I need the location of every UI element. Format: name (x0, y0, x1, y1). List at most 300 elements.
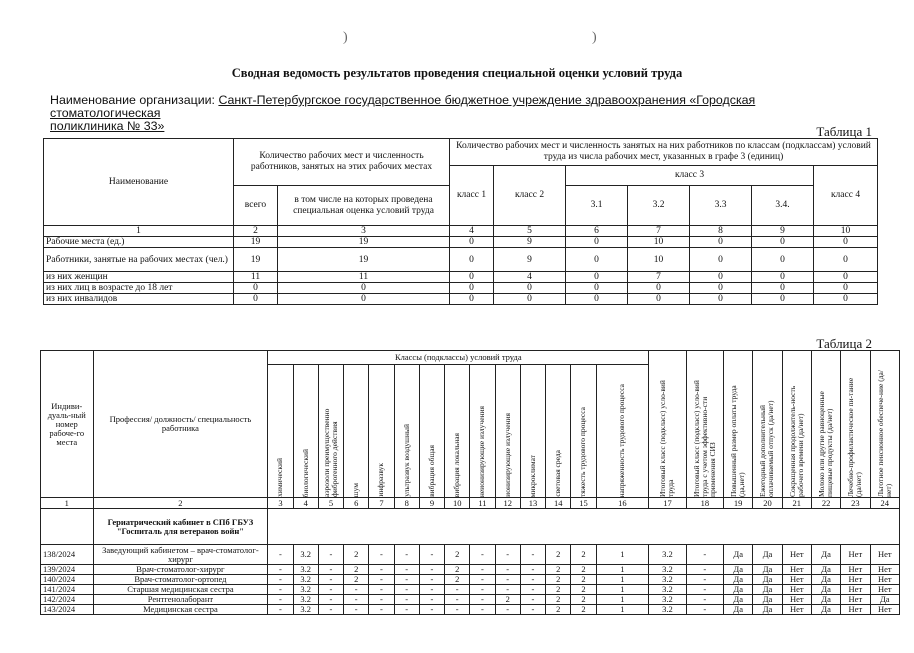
t2-factor-label: Итоговый класс (подкласс) усло-вий труда с учетом эффективно-сти применения СИЗ (691, 380, 717, 497)
t2-cell: Да (753, 585, 782, 595)
t1-cell: 0 (752, 248, 814, 272)
t2-cell: Нет (841, 585, 870, 595)
t2-section-title: Гериатрический кабинет в СПб ГБУЗ "Госпиталь для ветеранов войн" (93, 509, 268, 545)
t2-row-profession: Заведующий кабинетом – врач-стоматолог-хирург (93, 545, 268, 565)
t1-row-name: Работники, занятые на рабочих местах (чел.) (44, 248, 234, 272)
t2-cell: Да (811, 575, 840, 585)
t2-col-number: 9 (419, 498, 444, 509)
t2-cell: 3.2 (293, 575, 318, 585)
t2-factor-label: Сокращенная продолжитель-ность рабочего времени (да/нет) (787, 385, 805, 497)
t2-factor-label: Итоговый класс (подкласс) усло-вий труда (658, 380, 676, 497)
t2-cell: 3.2 (649, 575, 686, 585)
t2-cell: - (445, 605, 470, 615)
t1-cell: 0 (450, 294, 494, 305)
t1-col-number: 6 (566, 226, 628, 237)
t1-col-number: 1 (44, 226, 234, 237)
t1-cell: 10 (628, 248, 690, 272)
t2-factor-header (445, 365, 470, 498)
t2-cell: - (318, 565, 343, 575)
t1-header-class1: класс 1 (450, 166, 494, 226)
t2-factor-label: тяжесть трудового процесса (578, 407, 588, 497)
t2-factor-header (419, 365, 444, 498)
t2-cell: - (394, 595, 419, 605)
table-row (44, 272, 878, 283)
t2-cell: 2 (495, 595, 520, 605)
t2-row-id: 142/2024 (41, 595, 94, 605)
table-row (44, 294, 878, 305)
t2-cell: 1 (596, 585, 649, 595)
t2-row-profession: Рентгенолаборант (93, 595, 268, 605)
t2-header-profession: Профессия/ должность/ специальность работника (93, 351, 268, 498)
t2-cell: - (369, 585, 394, 595)
t2-cell: - (268, 545, 293, 565)
t2-cell: - (470, 575, 495, 585)
t2-factor-label: ионизирующие излучения (502, 413, 512, 497)
t2-cell: 3.2 (293, 565, 318, 575)
t1-cell: 11 (278, 272, 450, 283)
t2-cell: 2 (546, 595, 571, 605)
t1-header-3-3: 3.3 (690, 186, 752, 226)
t2-col-number: 6 (344, 498, 369, 509)
t2-row-profession: Врач-стоматолог-хирург (93, 565, 268, 575)
t2-row-profession: Медицинская сестра (93, 605, 268, 615)
t2-cell: - (686, 565, 723, 575)
t2-factor-header (369, 365, 394, 498)
t1-cell: 0 (690, 283, 752, 294)
t2-factor-label: шум (351, 482, 361, 497)
t2-cell: - (369, 545, 394, 565)
t2-cell: 2 (571, 585, 596, 595)
t1-cell: 10 (628, 237, 690, 248)
t2-col-number: 22 (811, 498, 840, 509)
t1-header-class2: класс 2 (494, 166, 566, 226)
t1-header-3-1: 3.1 (566, 186, 628, 226)
t1-cell: 0 (450, 237, 494, 248)
t2-cell: Да (811, 595, 840, 605)
t1-cell: 7 (628, 272, 690, 283)
t2-cell: - (318, 605, 343, 615)
t1-row-name: из них инвалидов (44, 294, 234, 305)
t2-cell: 1 (596, 595, 649, 605)
t2-cell: 2 (445, 565, 470, 575)
t2-row-id: 139/2024 (41, 565, 94, 575)
t2-cell: - (520, 565, 545, 575)
t1-col-number: 3 (278, 226, 450, 237)
t2-factor-header (649, 351, 686, 498)
t2-cell: 2 (546, 605, 571, 615)
t2-factor-header (495, 365, 520, 498)
t2-factor-header (782, 351, 811, 498)
t2-cell: - (344, 585, 369, 595)
t2-cell: 2 (546, 565, 571, 575)
t2-cell: 3.2 (649, 585, 686, 595)
t2-cell: Нет (782, 585, 811, 595)
t1-col-number: 7 (628, 226, 690, 237)
t2-cell: 2 (445, 575, 470, 585)
t2-cell: - (520, 595, 545, 605)
t1-cell: 0 (814, 272, 878, 283)
t2-cell: 2 (571, 565, 596, 575)
t2-cell: Да (811, 585, 840, 595)
t2-factor-label: Лечебно-профилактическое пи-тание (да/нет) (846, 377, 864, 497)
t1-cell: 0 (628, 283, 690, 294)
t2-cell: - (344, 595, 369, 605)
t2-factor-header (546, 365, 571, 498)
t2-cell: 3.2 (293, 545, 318, 565)
t2-cell: - (495, 585, 520, 595)
t2-cell: - (470, 605, 495, 615)
table-row (41, 575, 900, 585)
t2-factor-header (870, 351, 899, 498)
t2-cell: 2 (546, 585, 571, 595)
t2-cell: Нет (870, 565, 899, 575)
t2-cell: Да (724, 595, 753, 605)
t2-cell: 3.2 (293, 585, 318, 595)
table-row (41, 595, 900, 605)
t2-cell: 1 (596, 565, 649, 575)
t2-cell: - (318, 575, 343, 585)
t2-factor-label: микроклимат (527, 454, 537, 497)
t2-cell: - (445, 585, 470, 595)
t1-cell: 0 (450, 283, 494, 294)
t2-factor-label: Ежегодный дополнительный оплачиваемый отпуск (да/нет) (758, 400, 776, 497)
t2-factor-label: напряженность трудового процесса (617, 383, 627, 497)
table-row (44, 283, 878, 294)
t2-cell: Нет (841, 565, 870, 575)
table2-label: Таблица 2 (816, 336, 872, 351)
table1-label: Таблица 1 (816, 124, 872, 139)
t2-cell: - (419, 605, 444, 615)
t2-cell: 2 (546, 545, 571, 565)
t2-row-id: 140/2024 (41, 575, 94, 585)
t2-col-number: 7 (369, 498, 394, 509)
t2-row-id: 138/2024 (41, 545, 94, 565)
t2-factor-header (811, 351, 840, 498)
t2-factor-label: световая среда (553, 450, 563, 497)
t2-factor-header (686, 351, 723, 498)
table-row (41, 565, 900, 575)
t2-cell: - (369, 565, 394, 575)
scan-mark-right: ) (592, 30, 597, 45)
t2-col-number: 15 (571, 498, 596, 509)
t2-cell: - (318, 585, 343, 595)
t2-factor-label: аэрозоли преимущественно фиброгенного действия (321, 408, 339, 497)
t1-cell: 0 (566, 237, 628, 248)
t2-factor-label: Молоко или другие равноценные пищевые продукты (да/нет) (817, 391, 835, 497)
t2-factor-header (753, 351, 782, 498)
t2-factor-header (394, 365, 419, 498)
t2-cell: Да (753, 605, 782, 615)
t2-cell: - (268, 595, 293, 605)
t2-factor-label: неионизирующие излучения (477, 405, 487, 497)
t2-cell: - (344, 605, 369, 615)
document-title: Сводная ведомость результатов проведения специальной оценки условий труда (231, 66, 683, 80)
t2-col-number: 17 (649, 498, 686, 509)
table-row (44, 248, 878, 272)
t2-cell: - (394, 575, 419, 585)
t2-cell: Нет (782, 545, 811, 565)
t2-cell: Нет (782, 575, 811, 585)
t2-cell: Нет (870, 545, 899, 565)
t1-header-class3: класс 3 (566, 166, 814, 186)
t2-col-number: 5 (318, 498, 343, 509)
t2-factor-header (724, 351, 753, 498)
t1-header-group1: Количество рабочих мест и численность работников, занятых на этих рабочих местах (234, 139, 450, 186)
t2-cell: 3.2 (649, 565, 686, 575)
t2-factor-header (470, 365, 495, 498)
t2-cell: Нет (841, 575, 870, 585)
t2-cell: - (419, 565, 444, 575)
t2-cell: 1 (596, 575, 649, 585)
t2-cell: - (318, 595, 343, 605)
t2-cell: Нет (841, 595, 870, 605)
t2-cell: - (470, 545, 495, 565)
t1-col-number: 4 (450, 226, 494, 237)
t2-cell: - (520, 545, 545, 565)
t2-cell: 2 (546, 575, 571, 585)
t2-cell: Да (724, 565, 753, 575)
t2-factor-label: ультразвук воздушный (401, 424, 411, 497)
t1-header-name: Наименование (44, 139, 234, 226)
t2-cell: - (495, 565, 520, 575)
t2-row-id: 141/2024 (41, 585, 94, 595)
t2-cell: Нет (870, 585, 899, 595)
t2-cell: 2 (445, 545, 470, 565)
t1-cell: 0 (566, 272, 628, 283)
t2-col-number: 4 (293, 498, 318, 509)
t2-header-id: Индиви-дуаль-ный номер рабоче-го места (41, 351, 94, 498)
scan-mark-left: ) (343, 30, 348, 45)
t2-cell: Нет (870, 605, 899, 615)
t1-col-number: 2 (234, 226, 278, 237)
t2-section-row (41, 509, 900, 545)
t1-cell: 19 (278, 237, 450, 248)
t1-row-name: Рабочие места (ед.) (44, 237, 234, 248)
t1-col-number: 10 (814, 226, 878, 237)
t2-col-number: 21 (782, 498, 811, 509)
t1-col-number: 8 (690, 226, 752, 237)
t2-cell: Да (870, 595, 899, 605)
table-row (41, 605, 900, 615)
t2-factor-label: Повышенный размер оплаты труда (да,нет) (729, 385, 747, 497)
t1-cell: 0 (752, 237, 814, 248)
t2-cell: Да (753, 545, 782, 565)
t1-cell: 0 (752, 283, 814, 294)
t2-cell: 3.2 (293, 605, 318, 615)
t2-cell: - (268, 605, 293, 615)
t2-cell: - (369, 575, 394, 585)
organization-line (50, 94, 850, 133)
t2-col-number: 10 (445, 498, 470, 509)
t1-header-group2: Количество рабочих мест и численность занятых на них работников по классам (подклассам) условий труда из числа рабочих мест, указанных в графе 3 (единиц) (450, 139, 878, 166)
t1-cell: 0 (814, 283, 878, 294)
t2-col-number: 2 (93, 498, 268, 509)
t2-cell: Нет (782, 605, 811, 615)
summary-table (43, 138, 878, 305)
t2-col-number: 24 (870, 498, 899, 509)
t2-factor-label: вибрация общая (426, 445, 436, 497)
t2-factor-label: вибрация локальная (452, 432, 462, 497)
t2-cell: - (394, 605, 419, 615)
t1-row-name: из них лиц в возрасте до 18 лет (44, 283, 234, 294)
t1-cell: 19 (234, 248, 278, 272)
t2-header-classes: Классы (подклассы) условий труда (268, 351, 649, 365)
t2-cell: - (495, 545, 520, 565)
t2-cell: - (686, 605, 723, 615)
t2-cell: - (520, 605, 545, 615)
t2-cell: Нет (870, 575, 899, 585)
t1-col-number: 5 (494, 226, 566, 237)
t2-cell: 3.2 (649, 545, 686, 565)
t1-cell: 0 (278, 294, 450, 305)
t2-cell: - (419, 585, 444, 595)
t2-cell: Да (724, 585, 753, 595)
t2-cell: 3.2 (293, 595, 318, 605)
t2-row-id: 143/2024 (41, 605, 94, 615)
t1-cell: 19 (234, 237, 278, 248)
t2-cell: - (495, 575, 520, 585)
t2-factor-label: химический (275, 458, 285, 497)
t1-cell: 0 (752, 272, 814, 283)
t2-cell: Да (753, 595, 782, 605)
t2-col-number: 23 (841, 498, 870, 509)
t1-cell: 0 (494, 283, 566, 294)
t2-factor-label: инфразвук (376, 463, 386, 497)
t2-row-profession: Старшая медицинская сестра (93, 585, 268, 595)
t1-cell: 0 (690, 248, 752, 272)
t2-cell: - (394, 585, 419, 595)
t2-cell: 2 (571, 575, 596, 585)
t2-cell: Нет (841, 605, 870, 615)
t1-cell: 4 (494, 272, 566, 283)
t2-cell: Да (724, 545, 753, 565)
t2-cell: 2 (571, 595, 596, 605)
t2-factor-header (293, 365, 318, 498)
t2-cell: Нет (782, 565, 811, 575)
t2-col-number: 18 (686, 498, 723, 509)
t2-col-number: 16 (596, 498, 649, 509)
t2-cell: - (419, 595, 444, 605)
t1-cell: 11 (234, 272, 278, 283)
t2-factor-header (318, 365, 343, 498)
t2-col-number: 11 (470, 498, 495, 509)
t2-cell: 1 (596, 545, 649, 565)
t2-cell: - (419, 545, 444, 565)
t2-cell: - (268, 585, 293, 595)
t1-cell: 9 (494, 248, 566, 272)
t2-factor-header (841, 351, 870, 498)
t2-cell: - (520, 575, 545, 585)
t2-cell: - (686, 545, 723, 565)
table-row (41, 545, 900, 565)
t2-col-number: 13 (520, 498, 545, 509)
t2-factor-header (344, 365, 369, 498)
t1-cell: 0 (450, 272, 494, 283)
t2-factor-header (596, 365, 649, 498)
t1-cell: 19 (278, 248, 450, 272)
t1-cell: 0 (234, 294, 278, 305)
t2-column-numbers (41, 498, 900, 509)
t1-cell: 0 (494, 294, 566, 305)
t1-cell: 0 (234, 283, 278, 294)
t1-cell: 0 (690, 294, 752, 305)
t2-cell: - (470, 585, 495, 595)
organization-label: Наименование организации: (50, 93, 215, 107)
table-row (41, 585, 900, 595)
t1-row-name: из них женщин (44, 272, 234, 283)
t2-cell: 3.2 (649, 595, 686, 605)
t2-cell: Да (724, 575, 753, 585)
t2-cell: 3.2 (649, 605, 686, 615)
t2-cell: - (686, 575, 723, 585)
t2-cell: 2 (344, 565, 369, 575)
t1-cell: 0 (628, 294, 690, 305)
organization-name-line2: поликлиника № 33» (50, 119, 165, 133)
t2-cell: - (686, 585, 723, 595)
t2-cell: - (394, 565, 419, 575)
t2-cell: Да (811, 605, 840, 615)
t1-cell: 0 (814, 237, 878, 248)
t2-cell: - (318, 545, 343, 565)
t2-cell: - (495, 605, 520, 615)
t2-col-number: 19 (724, 498, 753, 509)
t1-cell: 0 (450, 248, 494, 272)
t2-col-number: 8 (394, 498, 419, 509)
t2-factor-header (520, 365, 545, 498)
t1-header-3-4: 3.4. (752, 186, 814, 226)
t1-cell: 0 (690, 272, 752, 283)
t1-header-3-2: 3.2 (628, 186, 690, 226)
t2-cell: Да (724, 605, 753, 615)
t1-cell: 0 (566, 248, 628, 272)
t2-factor-label: биологический (300, 448, 310, 497)
t2-cell: Нет (782, 595, 811, 605)
t2-cell: - (686, 595, 723, 605)
t2-cell: 1 (596, 605, 649, 615)
organization-name-line1: Санкт-Петербургское государственное бюджетное учреждение здравоохранения «Городская стоматологическая (50, 93, 756, 120)
t1-header-total: всего (234, 186, 278, 226)
t1-cell: 0 (566, 283, 628, 294)
t2-col-number: 3 (268, 498, 293, 509)
t2-col-number: 12 (495, 498, 520, 509)
t1-col-number: 9 (752, 226, 814, 237)
workplaces-table (40, 350, 900, 615)
t1-cell: 0 (752, 294, 814, 305)
t2-cell: 2 (344, 545, 369, 565)
t2-cell: - (445, 595, 470, 605)
t1-column-numbers (44, 226, 878, 237)
t2-cell: - (268, 575, 293, 585)
t2-col-number: 1 (41, 498, 94, 509)
t2-cell: - (470, 565, 495, 575)
t2-cell: Да (811, 565, 840, 575)
t1-cell: 0 (278, 283, 450, 294)
t1-cell: 0 (566, 294, 628, 305)
table-row (44, 237, 878, 248)
t2-cell: 2 (344, 575, 369, 585)
t1-cell: 0 (690, 237, 752, 248)
t2-cell: 2 (571, 545, 596, 565)
t2-cell: Да (753, 565, 782, 575)
t2-cell: - (369, 595, 394, 605)
t2-factor-label: Льготное пенсионное обеспече-ние (да/нет) (875, 370, 893, 497)
t2-cell: - (369, 605, 394, 615)
t2-col-number: 14 (546, 498, 571, 509)
t2-cell: - (470, 595, 495, 605)
t2-col-number: 20 (753, 498, 782, 509)
t2-cell: - (268, 565, 293, 575)
t2-factor-header (571, 365, 596, 498)
